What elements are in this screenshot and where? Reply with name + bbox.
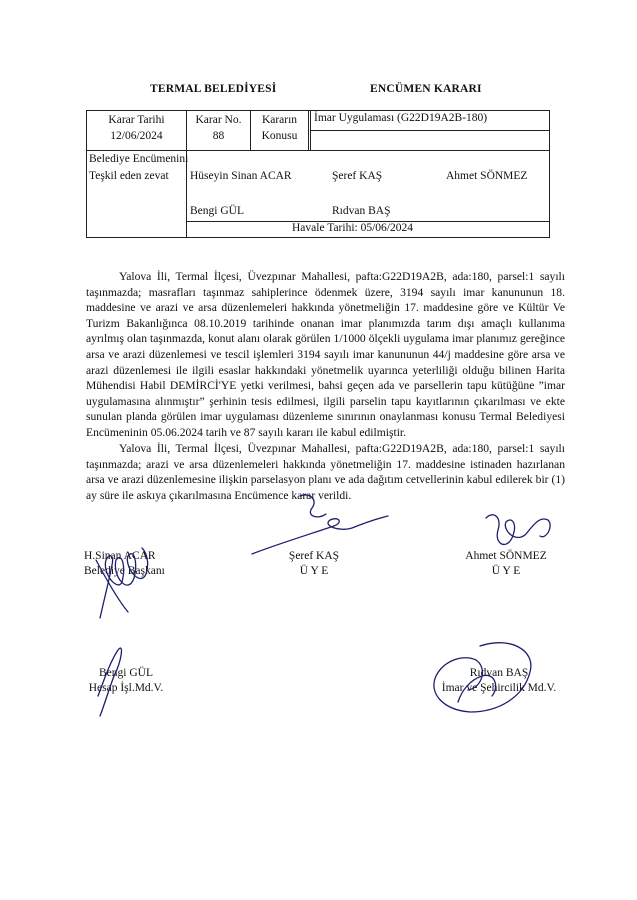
member-name: Hüseyin Sinan ACAR (190, 170, 292, 182)
subject-value: İmar Uygulaması (G22D19A2B-180) (314, 112, 488, 124)
member-name: Rıdvan BAŞ (332, 205, 391, 217)
referral-date: Havale Tarihi: 05/06/2024 (292, 222, 413, 234)
decision-date-label: Karar Tarihi (108, 114, 165, 126)
signatory-title: Belediye Başkanı (84, 565, 165, 577)
member-name: Ahmet SÖNMEZ (446, 170, 528, 182)
decision-no-value: 88 (212, 130, 225, 142)
signatory-title: Ü Y E (491, 565, 521, 577)
subject-label-line1: Kararın (261, 114, 298, 126)
decision-date-value: 12/06/2024 (110, 130, 163, 142)
member-name: Şeref KAŞ (332, 170, 383, 182)
signatory-name: Şeref KAŞ (288, 550, 340, 562)
decision-paragraph-2: Yalova İli, Termal İlçesi, Üvezpınar Mahallesi, pafta:G22D19A2B, ada:180, parsel:1 sayılı taşınmazda; arazi ve arsa düzenlemeleri hakkında yönetmeliğin 17. maddesine istinaden hazırlanan arsa ve arazi düzenlemesine ilişkin parselasyon planı ve ada dağıtım cetvellerinin kabul edilerek bir (1) ay süre ile askıya çıkarılmasına Encümence karar verildi. (86, 442, 565, 502)
council-label-line2: Teşkil eden zevat (89, 170, 169, 182)
signatory-name: Bengi GÜL (99, 667, 153, 679)
signatory-name: Ahmet SÖNMEZ (465, 550, 547, 562)
signatory-title: Hesap İşl.Md.V. (88, 682, 164, 694)
signatory-title: Ü Y E (299, 565, 329, 577)
decision-no-label: Karar No. (195, 114, 242, 126)
signatory-name: H.Sinan ACAR (84, 550, 156, 562)
document-type: ENCÜMEN KARARI (370, 83, 482, 95)
signatory-title: İmar ve Şehircilik Md.V. (441, 682, 557, 694)
decision-paragraph-1: Yalova İli, Termal İlçesi, Üvezpınar Mahallesi, pafta:G22D19A2B, ada:180, parsel:1 sayılı taşınmazda; masrafları taşınmaz sahiplerince ödenmek üzere, 3194 sayılı imar kanununun 18. maddesine ve arazi ve arsa düzenlemeleri hakkında yönetmeliğin 17. maddesine göre ve Kültür Ve Turizm Bakanlığınca 08.10.2019 tarihinde onanan imar planımızda tarım dışı amaçlı kullanıma ayrılmış olan taşınmazda, konut alanı olarak görülen 1/1000 ölçekli uygulama imar planımız gereğince arsa ve arazi düzenlemesi ve tescil işlemleri 3194 sayılı imar kanununun 44/j maddesine göre arsa ve arazi düzenlemesi ile ilgili esaslar hakkındaki yönetmelik uyarınca yeterliliği olduğu bilinen Harita Mühendisi Habil DEMİRCİ'YE yetki verilmesi, bahsi geçen ada ve parsellerin tapu kütüğüne ”imar uygulamasına alınmıştır” şerhinin tesis edilmesi, ilgili parselin tapu kayıtlarının çıkarılması ve ekte sunulan planda görülen imar uygulaması düzenleme sınırının onaylanması konusu Termal Belediyesi Encümeninin 05.06.2024 tarih ve 87 sayılı kararı ile kabul edilmiştir. (86, 270, 565, 439)
member-name: Bengi GÜL (190, 205, 244, 217)
signatory-name: Rıdvan BAŞ (469, 667, 529, 679)
municipality-name: TERMAL BELEDİYESİ (150, 83, 277, 95)
council-label-line1: Belediye Encümenini (89, 153, 189, 165)
subject-label-line2: Konusu (261, 130, 298, 142)
